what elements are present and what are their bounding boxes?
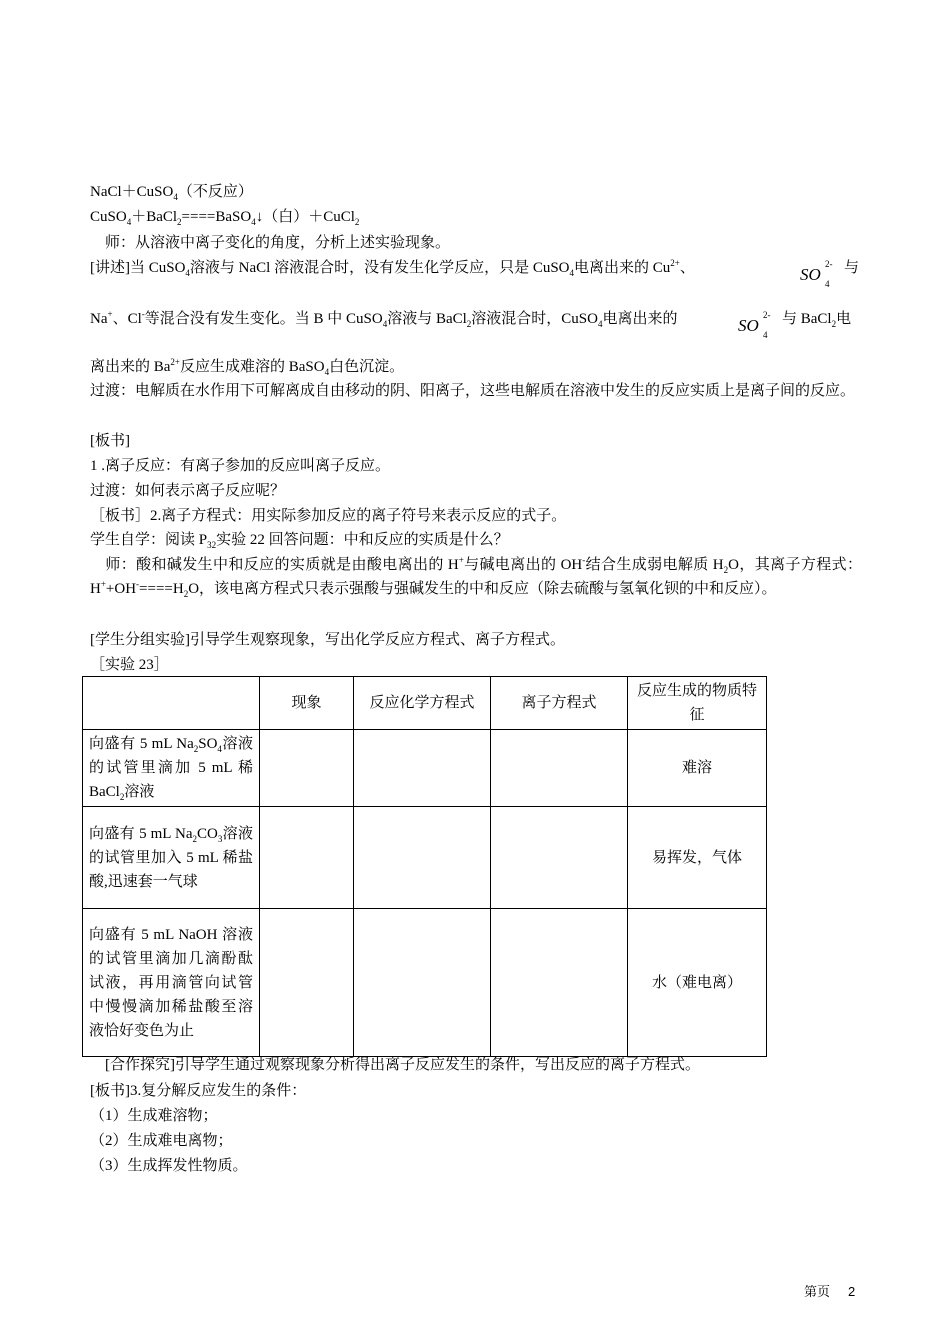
product-feature-cell: 易挥发，气体 (628, 807, 767, 909)
lecture-line-2-end: 与 BaCl$_2$电 (782, 311, 852, 329)
equation-cuso4-bacl2: CuSO$_4$＋BaCl$_2$====BaSO$_4$↓（白）＋CuCl$_2$ (90, 209, 360, 227)
board-conditions-heading: [板书]3.复分解反应发生的条件： (90, 1083, 307, 1099)
chemical-equation-cell (354, 730, 491, 807)
lecture-line-1: [讲述]当 CuSO$_4$溶液与 NaCl 溶液混合时，没有发生化学反应，只是 CuSO$_4$电离出来的 $Cu^{2+}$、 (90, 258, 695, 278)
table-header-cell: 反应生成的物质特征 (628, 677, 767, 730)
page-footer (804, 1281, 873, 1300)
cooperative-inquiry-line: [合作探究]引导学生通过观察现象分析得出离子反应发生的条件，写出反应的离子方程式。 (90, 1057, 700, 1073)
footer-label: 第页 (804, 1284, 831, 1299)
transition-question: 过渡：如何表示离子反应呢？ (90, 483, 286, 499)
table-header-cell (83, 677, 260, 730)
table-header-cell: 现象 (260, 677, 354, 730)
experiment-description-cell: 向盛有 5 mL $Na_2CO_3$溶液的试管里加入 5 mL 稀盐酸,迅速套一气球 (83, 807, 260, 909)
self-study-line: 学生自学：阅读 $P_{32}$实验 22 回答问题：中和反应的实质是什么？ (90, 532, 509, 550)
chemical-equation-cell (354, 909, 491, 1057)
ionic-equation-cell (491, 909, 628, 1057)
phenomenon-cell (260, 909, 354, 1057)
transition-paragraph-1: 过渡：电解质在水作用下可解离成自由移动的阴、阳离子，这些电解质在溶液中发生的反应实质上是离子间的反应。 (90, 383, 856, 399)
experiment-label: ［实验 23］ (90, 657, 169, 673)
experiment-table (82, 676, 767, 1057)
group-experiment-line: [学生分组实验]引导学生观察现象，写出化学反应方程式、离子方程式。 (90, 632, 565, 648)
phenomenon-cell (260, 730, 354, 807)
table-row (83, 909, 767, 1057)
definition-ionic-reaction: 1 .离子反应：有离子参加的反应叫离子反应。 (90, 458, 391, 474)
ionic-equation-cell (491, 730, 628, 807)
board-heading: [板书] (90, 433, 130, 449)
table-header-row (83, 677, 767, 730)
equation-nacl-cuso4: NaCl＋CuSO$_4$（不反应） (90, 184, 253, 202)
definition-ionic-equation: ［板书］2.离子方程式：用实际参加反应的离子符号来表示反应的式子。 (90, 508, 567, 524)
table-header-cell: 离子方程式 (491, 677, 628, 730)
chemical-equation-cell (354, 807, 491, 909)
ionic-equation-cell (491, 807, 628, 909)
product-feature-cell: 难溶 (628, 730, 767, 807)
lecture-line-3: 离出来的 $Ba^{2+}$反应生成难溶的 BaSO$_4$白色沉淀。 (90, 357, 405, 377)
condition-1: （1）生成难溶物； (90, 1108, 218, 1124)
table-row (83, 807, 767, 909)
lecture-line-1-end: 与 (844, 260, 860, 276)
sulfate-ion-formula-2: SO 2- 4 (738, 310, 771, 340)
table-row (83, 730, 767, 807)
experiment-description-cell: 向盛有 5 mL NaOH 溶液的试管里滴加几滴酚酞试液，再用滴管向试管中慢慢滴加稀盐酸至溶液恰好变色为止 (83, 909, 260, 1057)
teacher-line-1: 师：从溶液中离子变化的角度，分析上述实验现象。 (90, 235, 451, 251)
sulfate-ion-formula-1: SO 2- 4 (800, 259, 833, 289)
table-header-cell: 反应化学方程式 (354, 677, 491, 730)
page-number: 2 (848, 1284, 856, 1299)
product-feature-cell: 水（难电离） (628, 909, 767, 1057)
neutralization-paragraph: 师：酸和碱发生中和反应的实质就是由酸电离出的 H+与碱电离出的 OH-结合生成弱电解质 $H_2O$，其离子方程式：$H^++OH^-====H_2O$，该电离方程式只表示强酸与强碱发生的中和反应（除去硫酸与氢氧化钡的中和反应）。 (90, 555, 862, 599)
condition-3: （3）生成挥发性物质。 (90, 1158, 248, 1174)
phenomenon-cell (260, 807, 354, 909)
experiment-description-cell: 向盛有 5 mL $Na_2SO_4$溶液的试管里滴加 5 mL 稀 BaCl$_2$溶液 (83, 730, 260, 807)
condition-2: （2）生成难电离物； (90, 1133, 233, 1149)
lecture-line-2: Na+、Cl-等混合没有发生变化。当 B 中 CuSO$_4$溶液与 BaCl$_2$溶液混合时，CuSO$_4$电离出来的 (90, 309, 678, 329)
